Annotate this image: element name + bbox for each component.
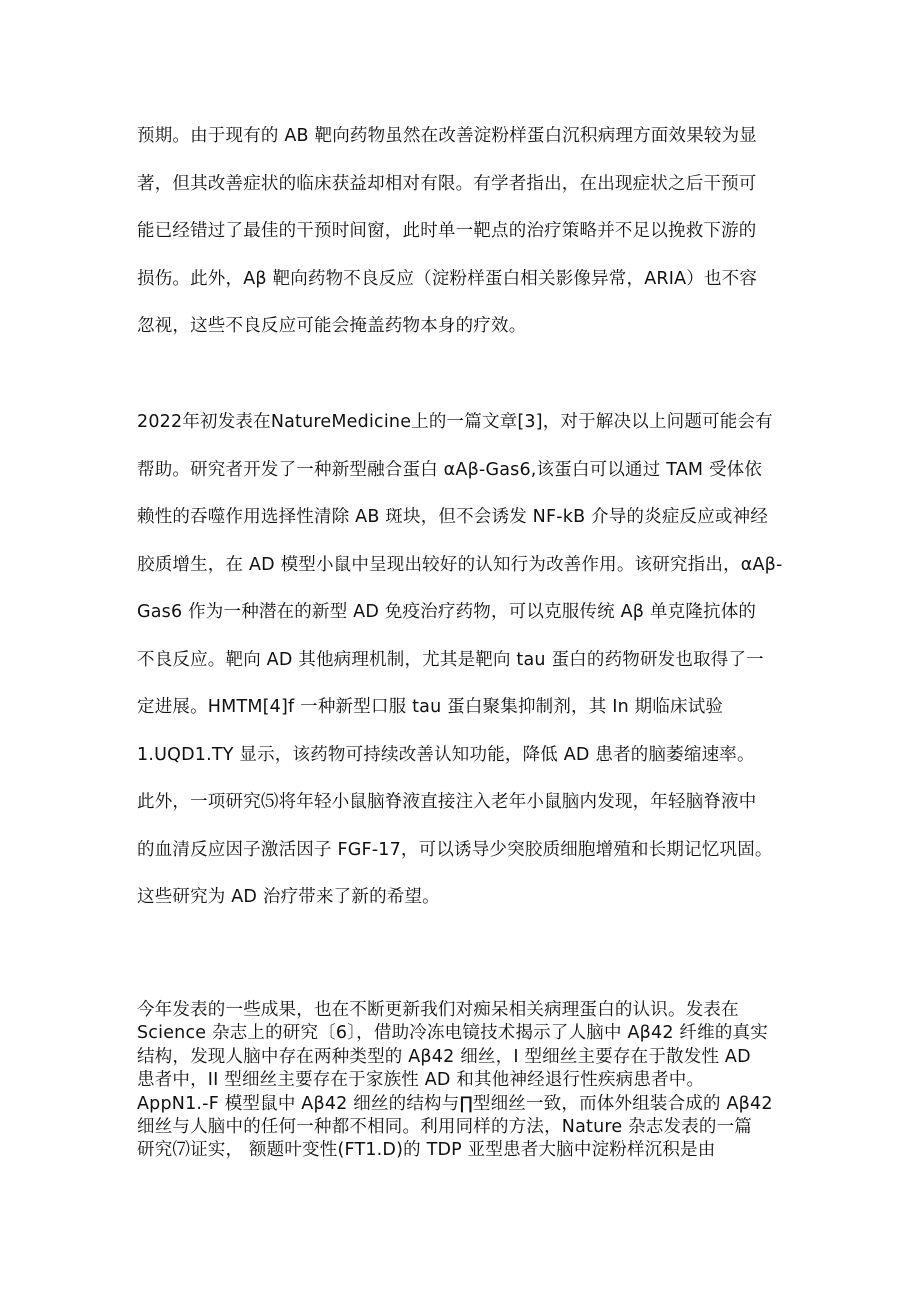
text-line: 此外，一项研究⑸将年轻小鼠脑脊液直接注入老年小鼠脑内发现，年轻脑脊液中 (137, 792, 757, 812)
text-line: 2022年初发表在NatureMedicine上的一篇文章[3]，对于解决以上问题可能会有 (137, 412, 773, 432)
paragraph-1 (137, 122, 797, 360)
text-line: 定进展。HMTM[4]f 一种新型口服 tau 蛋白聚集抑制剂，其 In 期临床试验 (137, 697, 724, 717)
paragraph-2 (137, 408, 797, 931)
text-line: Science 杂志上的研究〔6〕，借助冷冻电镜技术揭示了人脑中 Aβ42 纤维的真实 (137, 1023, 768, 1044)
text-line: 研究⑺证实， 额题叶变性(FT1.D)的 TDP 亚型患者大脑中淀粉样沉积是由 (137, 1140, 716, 1161)
text-line: 结构，发现人脑中存在两种类型的 Aβ42 细丝，I 型细丝主要存在于散发性 AD (137, 1046, 751, 1067)
paragraph-3 (137, 999, 797, 1163)
text-line: 胶质增生，在 AD 模型小鼠中呈现出较好的认知行为改善作用。该研究指出，αAβ- (137, 554, 783, 575)
text-line: 这些研究为 AD 治疗带来了新的希望。 (137, 887, 440, 907)
text-line: 赖性的吞噬作用选择性清除 AB 斑块，但不会诱发 NF-kB 介导的炎症反应或神经 (137, 507, 769, 527)
text-line: 1.UQD1.TY 显示，该药物可持续改善认知功能，降低 AD 患者的脑萎缩速率。 (137, 744, 755, 765)
text-line: 不良反应。靶向 AD 其他病理机制，尤其是靶向 tau 蛋白的药物研发也取得了一 (137, 649, 764, 670)
text-line: 的血清反应因子激活因子 FGF-17，可以诱导少突胶质细胞增殖和长期记忆巩固。 (137, 839, 773, 860)
text-line: 预期。由于现有的 AB 靶向药物虽然在改善淀粉样蛋白沉积病理方面效果较为显 (137, 126, 757, 146)
text-line: AppN1.-F 模型鼠中 Aβ42 细丝的结构与∏型细丝一致，而体外组装合成的 Aβ42 (137, 1093, 773, 1114)
text-line: 细丝与人脑中的任何一种都不相同。利用同样的方法，Nature 杂志发表的一篇 (137, 1116, 753, 1137)
text-line: 损伤。此外，Aβ 靶向药物不良反应（淀粉样蛋白相关影像异常，ARIA）也不容 (137, 268, 758, 289)
text-line: 今年发表的一些成果，也在不断更新我们对痴呆相关病理蛋白的认识。发表在 (137, 1000, 739, 1020)
text-line: 患者中，II 型细丝主要存在于家族性 AD 和其他神经退行性疾病患者中。 (137, 1070, 705, 1091)
text-line: Gas6 作为一种潜在的新型 AD 免疫治疗药物，可以克服传统 Aβ 单克隆抗体的 (137, 602, 757, 622)
text-line: 能已经错过了最佳的干预时间窗，此时单一靶点的治疗策略并不足以挽救下游的 (137, 221, 757, 241)
text-line: 忽视，这些不良反应可能会掩盖药物本身的疗效。 (137, 316, 527, 336)
text-line: 著，但其改善症状的临床获益却相对有限。有学者指出，在出现症状之后干预可 (137, 173, 757, 194)
text-line: 帮助。研究者开发了一种新型融合蛋白 αAβ-Gas6,该蛋白可以通过 TAM 受体依 (137, 459, 763, 480)
